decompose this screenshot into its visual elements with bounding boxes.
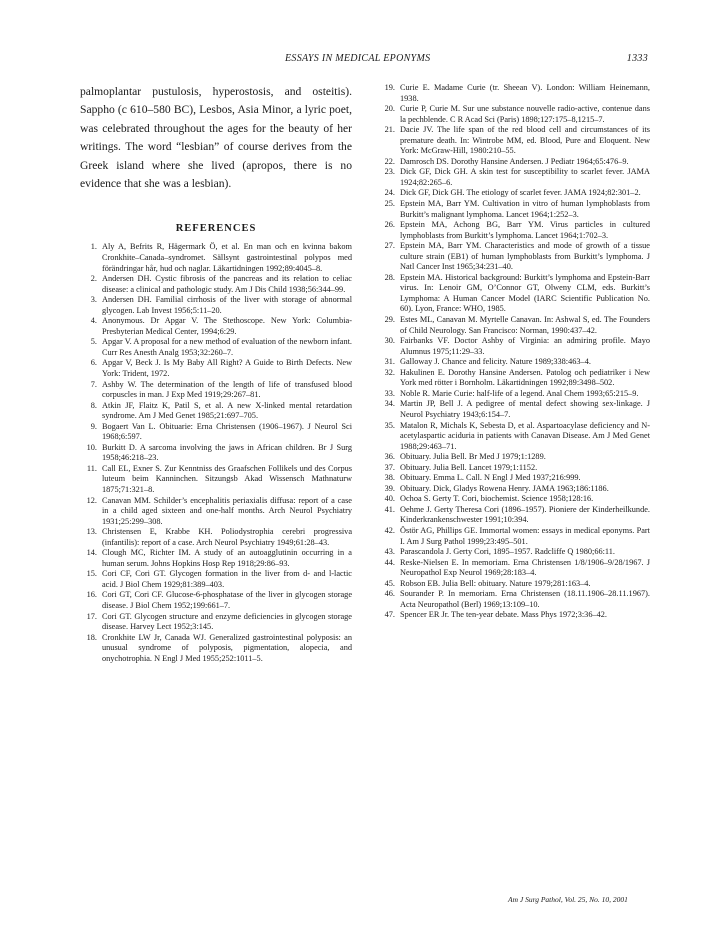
reference-text: Fairbanks VF. Doctor Ashby of Virginia: an admiring profile. Mayo Alumnus 1975;11:29–33.: [400, 336, 650, 356]
reference-item: [378, 421, 650, 453]
reference-text: Anonymous. Dr Apgar V. The Stethoscope. New York: Columbia-Presbyterian Medical Center, 1994;6:29.: [102, 316, 352, 336]
reference-number: 29.: [384, 315, 395, 325]
reference-item: [378, 505, 650, 526]
reference-text: Call EL, Exner S. Zur Kenntniss des Graafschen Follikels und des Corpus luteum beim Kanninchen. Sitzungsb Akad Wissensch Mathnaturw 1875;71:321–8.: [102, 463, 352, 495]
reference-text: Obituary. Emma L. Call. N Engl J Med 1937;216:999.: [400, 473, 581, 483]
reference-text: Estes ML, Canavan M. Myrtelle Canavan. In: Ashwal S, ed. The Founders of Child Neurology. San Francisco: Norman, 1990:437–42.: [400, 315, 650, 335]
reference-text: Curie P, Curie M. Sur une substance nouvelle radio-active, contenue dans la pechblende. C R Acad Sci (Paris) 1898;127:175–8,1215–7.: [400, 104, 650, 124]
reference-text: Ochoa S. Gerty T. Cori, biochemist. Science 1958;128:16.: [400, 494, 594, 504]
reference-item: [378, 452, 650, 463]
reference-number: 30.: [384, 336, 395, 346]
reference-item: [378, 463, 650, 474]
reference-number: 7.: [90, 379, 97, 389]
reference-text: Spencer ER Jr. The ten-year debate. Mass Phys 1972;3:36–42.: [400, 610, 608, 620]
reference-item: [80, 316, 352, 337]
reference-item: [80, 274, 352, 295]
reference-text: Burkitt D. A sarcoma involving the jaws in African children. Br J Surg 1958;46:218–23.: [102, 442, 352, 463]
reference-text: Clough MC, Richter IM. A study of an autoagglutinin occurring in a human serum. Johns Hopkins Hosp Rep 1918;29:86–93.: [102, 548, 352, 568]
left-column: [80, 83, 352, 664]
reference-item: [378, 579, 650, 590]
reference-item: [378, 220, 650, 241]
reference-item: [378, 199, 650, 220]
reference-number: 11.: [86, 463, 97, 473]
reference-number: 8.: [90, 400, 97, 410]
reference-text: Galloway J. Chance and felicity. Nature 1989;338:463–4.: [400, 357, 591, 367]
reference-item: [378, 357, 650, 368]
reference-text: Obituary. Julia Bell. Br Med J 1979;1:1289.: [400, 452, 546, 462]
reference-number: 42.: [384, 525, 395, 535]
reference-number: 36.: [384, 452, 395, 462]
reference-text: Hakulinen E. Dorothy Hansine Andersen. Patolog och pediatriker i New York med rötter i Bornholm. Läkartidningen 1992;89:3498–502.: [400, 367, 650, 388]
reference-item: [80, 242, 352, 274]
reference-text: Ashby W. The determination of the length of life of transfused blood corpuscles in man. J Exp Med 1919;29:267–81.: [102, 379, 352, 400]
reference-number: 13.: [86, 527, 97, 537]
reference-text: Canavan MM. Schilder’s encephalitis periaxialis diffusa: report of a case in a child aged sixteen and one-half months. Arch Neurol Psychiatry 1931;25:299–308.: [102, 495, 352, 526]
reference-number: 34.: [384, 399, 395, 409]
reference-text: Cori CF, Cori GT. Glycogen formation in the liver from d- and l-lactic acid. J Biol Chem 1929;81:389–403.: [102, 569, 352, 589]
reference-text: Oehme J. Gerty Theresa Cori (1896–1957). Pioniere der Kinderheilkunde. Kinderkrankenschwester 1991;10:394.: [400, 504, 650, 525]
page-number: 1333: [626, 53, 648, 64]
reference-item: [378, 473, 650, 484]
reference-number: 43.: [384, 547, 395, 557]
reference-text: Aly A, Befrits R, Hägermark Ö, et al. En man och en kvinna bakom Cronkhite–Canada–syndromet. Sällsynt gastrointestinal polypos med förändringar hår, hud och naglar. Läkartidningen 1992;89:4045–8.: [102, 242, 352, 273]
reference-item: [80, 401, 352, 422]
reference-number: 19.: [384, 83, 395, 92]
reference-text: Bogaert Van L. Obituarie: Erna Christensen (1906–1967). J Neurol Sci 1968;6:597.: [102, 421, 352, 442]
reference-number: 10.: [86, 442, 97, 452]
running-header: [80, 53, 648, 67]
reference-number: 25.: [384, 199, 395, 209]
reference-number: 6.: [90, 358, 97, 368]
running-title: ESSAYS IN MEDICAL EPONYMS: [285, 53, 431, 64]
reference-number: 26.: [384, 220, 395, 230]
reference-number: 31.: [384, 357, 395, 367]
reference-item: [80, 548, 352, 569]
right-column: [378, 83, 650, 621]
reference-text: Martin JP, Bell J. A pedigree of mental defect showing sex-linkage. J Neurol Psychiatry 1943;6:154–7.: [400, 399, 650, 419]
reference-number: 28.: [384, 272, 395, 282]
reference-text: Epstein MA, Barr YM. Characteristics and mode of growth of a tissue culture strain (EB1) of human lymphoblasts from Burkitt’s lymphoma. J Natl Cancer Inst 1965;34:231–40.: [400, 241, 650, 272]
journal-footer: Am J Surg Pathol, Vol. 25, No. 10, 2001: [508, 895, 628, 904]
reference-number: 14.: [86, 548, 97, 558]
reference-item: [378, 83, 650, 104]
reference-text: Reske-Nielsen E. In memoriam. Erna Christensen 1/8/1906–9/28/1967. J Neuropathol Exp Neurol 1969;28:183–4.: [400, 557, 650, 578]
reference-number: 21.: [384, 125, 395, 135]
reference-text: Matalon R, Michals K, Sebesta D, et al. Aspartoacylase deficiency and N-acetylaspartic aciduria in patients with Canavan Disease. Am J Med Genet 1988;29:463–71.: [400, 420, 650, 451]
reference-text: Östör AG, Phillips GE. Immortal women: essays in medical eponyms. Part I. Am J Surg Pathol 1999;23:495–501.: [400, 525, 650, 546]
reference-number: 9.: [90, 421, 97, 431]
references-heading: REFERENCES: [175, 223, 257, 235]
reference-item: [80, 422, 352, 443]
reference-text: Sourander P. In memoriam. Erna Christensen (18.11.1906–28.11.1967). Acta Neuropathol (Berl) 1969;13:109–10.: [400, 589, 650, 609]
reference-text: Epstein MA, Barr YM. Cultivation in vitro of human lymphoblasts from Burkitt’s malignant lymphoma. Lancet 1964;1:252–3.: [400, 199, 650, 219]
reference-number: 22.: [384, 156, 395, 166]
reference-number: 47.: [384, 610, 395, 620]
reference-item: [80, 337, 352, 358]
reference-number: 27.: [384, 241, 395, 251]
reference-text: Dick GF, Dick GH. A skin test for susceptibility to scarlet fever. JAMA 1924;82:265–6.: [400, 167, 650, 187]
reference-number: 3.: [90, 295, 97, 305]
reference-item: [378, 494, 650, 505]
reference-text: Dick GF, Dick GH. The etiology of scarlet fever. JAMA 1924;82:301–2.: [400, 188, 641, 198]
reference-item: [378, 125, 650, 157]
reference-text: Dacie JV. The life span of the red blood cell and circumstances of its premature death. In: Wintrobe MM, ed. Blood, Pure and Eloquent. New York: McGraw-Hill, 1980:210–55.: [400, 125, 650, 156]
reference-item: [378, 389, 650, 400]
reference-text: Noble R. Marie Curie: half-life of a legend. Anal Chem 1993;65:215–9.: [400, 388, 639, 398]
reference-item: [378, 368, 650, 389]
reference-text: Cori GT. Glycogen structure and enzyme deficiencies in glycogen storage disease. Harvey Lect 1952;3:145.: [102, 611, 352, 632]
reference-text: Epstein MA. Historical background: Burkitt’s lymphoma and Epstein-Barr virus. In: Lenoir GM, O’Connor GT, Olweny CLM, eds. Burkitt’s Lymphoma: A Human Cancer Model (IARC Scientific Publication No. 60). Lyon, France: WHO, 1985.: [400, 272, 650, 314]
reference-number: 44.: [384, 557, 395, 567]
references-list-right: [378, 83, 650, 621]
reference-item: [80, 527, 352, 548]
reference-number: 35.: [384, 420, 395, 430]
reference-number: 41.: [384, 504, 395, 514]
reference-item: [378, 273, 650, 315]
reference-item: [378, 547, 650, 558]
reference-number: 20.: [384, 104, 395, 114]
reference-number: 23.: [384, 167, 395, 177]
reference-item: [378, 315, 650, 336]
reference-number: 32.: [384, 367, 395, 377]
reference-item: [378, 157, 650, 168]
reference-item: [80, 569, 352, 590]
reference-item: [80, 295, 352, 316]
reference-item: [378, 399, 650, 420]
reference-item: [378, 589, 650, 610]
reference-number: 39.: [384, 483, 395, 493]
reference-item: [378, 241, 650, 273]
reference-item: [378, 610, 650, 621]
reference-item: [80, 633, 352, 665]
reference-number: 4.: [90, 316, 97, 326]
reference-item: [80, 612, 352, 633]
reference-text: Obituary. Julia Bell. Lancet 1979;1:1152.: [400, 462, 538, 472]
reference-item: [378, 104, 650, 125]
reference-item: [378, 526, 650, 547]
reference-number: 18.: [86, 632, 97, 642]
reference-text: Andersen DH. Cystic fibrosis of the pancreas and its relation to celiac disease: a clinical and pathologic study. Am J Dis Child 1938;56:344–99.: [102, 274, 352, 294]
reference-number: 2.: [90, 274, 97, 284]
reference-text: Cronkhite LW Jr, Canada WJ. Generalized gastrointestinal polyposis: an unusual syndrome of polyposis, pigmentation, alopecia, and onychotrophia. N Engl J Med 1955;252:1011–5.: [102, 632, 352, 663]
reference-number: 40.: [384, 494, 395, 504]
reference-text: Parascandola J. Gerty Cori, 1895–1957. Radcliffe Q 1980;66:11.: [400, 547, 615, 557]
reference-item: [378, 167, 650, 188]
body-paragraph: palmoplantar pustulosis, hyperostosis, and osteitis). Sappho (c 610–580 BC), Lesbos, Asia Minor, a lyric poet, was celebrated throughout the ages for the beauty of her writings. The word “lesbian” of course derives from the Greek island where she lived (apropos, there is no evidence that she was a lesbian).: [80, 85, 352, 191]
reference-item: [80, 380, 352, 401]
reference-text: Apgar V, Beck J. Is My Baby All Right? A Guide to Birth Defects. New York: Trident, 1972.: [102, 358, 352, 378]
reference-item: [80, 590, 352, 611]
reference-number: 24.: [384, 188, 395, 198]
reference-number: 38.: [384, 473, 395, 483]
reference-number: 5.: [90, 337, 97, 347]
reference-text: Robson EB. Julia Bell: obituary. Nature 1979;281:163–4.: [400, 578, 591, 588]
reference-text: Apgar V. A proposal for a new method of evaluation of the newborn infant. Curr Res Anesth Analg 1953;32:260–7.: [102, 337, 352, 357]
reference-item: [378, 484, 650, 495]
reference-number: 1.: [90, 242, 97, 252]
reference-number: 15.: [86, 569, 97, 579]
reference-text: Christensen E, Krabbe KH. Poliodystrophia cerebri progressiva (infantilis): report of a case. Arch Neurol Psychiatry 1949;61:28–43.: [102, 527, 352, 547]
reference-item: [80, 496, 352, 528]
reference-text: Damrosch DS. Dorothy Hansine Andersen. J Pediatr 1964;65:476–9.: [400, 156, 629, 166]
reference-text: Obituary. Dick, Gladys Rowena Henry. JAMA 1963;186:1186.: [400, 483, 609, 493]
reference-number: 45.: [384, 578, 395, 588]
reference-item: [378, 558, 650, 579]
reference-number: 33.: [384, 388, 395, 398]
reference-item: [80, 464, 352, 496]
reference-item: [378, 188, 650, 199]
reference-item: [80, 443, 352, 464]
reference-number: 12.: [86, 495, 97, 505]
reference-item: [378, 336, 650, 357]
reference-text: Curie E. Madame Curie (tr. Sheean V). London: William Heinemann, 1938.: [400, 83, 650, 103]
reference-number: 17.: [86, 611, 97, 621]
reference-number: 37.: [384, 462, 395, 472]
references-list-left: [80, 242, 352, 664]
reference-number: 46.: [384, 589, 395, 599]
reference-text: Cori GT, Cori CF. Glucose-6-phosphatase of the liver in glycogen storage disease. J Biol Chem 1952;199:661–7.: [102, 590, 352, 611]
reference-item: [80, 358, 352, 379]
reference-number: 16.: [86, 590, 97, 600]
reference-text: Atkin JF, Flaitz K, Patil S, et al. A new X-linked mental retardation syndrome. Am J Med Genet 1985;21:697–705.: [102, 400, 352, 421]
reference-text: Epstein MA, Achong BG, Barr YM. Virus particles in cultured lymphoblasts from Burkitt’s lymphoma. Lancet 1964;1:702–3.: [400, 220, 650, 240]
reference-text: Andersen DH. Familial cirrhosis of the liver with storage of abnormal glycogen. Lab Invest 1956;5:11–20.: [102, 295, 352, 315]
